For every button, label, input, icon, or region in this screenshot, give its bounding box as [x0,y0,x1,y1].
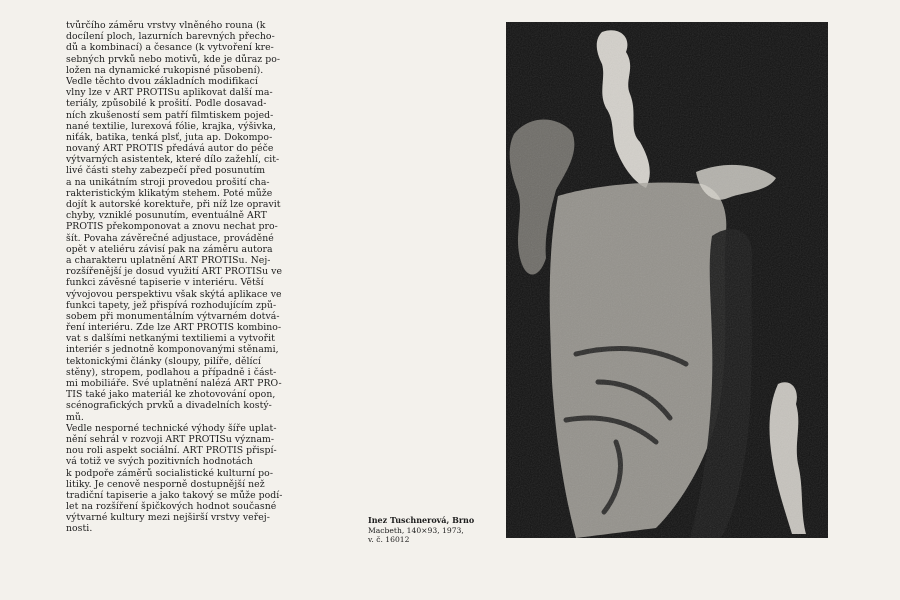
body-text-line: mi mobiliáře. Své uplatnění nalézá ART PRO- [66,378,282,389]
body-text-line: scénografických prvků a divadelních kostý- [66,400,272,412]
body-text-line: a na unikátním stroji provedou prošití cha- [66,176,270,188]
body-text-line: sobem při monumentálním výtvarném dotvá- [66,310,280,322]
body-text-line: nané textilie, lurexová fólie, krajka, výšivka, [66,120,276,132]
body-text-line: tektonickými články (sloupy, pilíře, dělící [66,355,261,367]
body-text-line: livé části stehy zabezpečí před posunutím [66,165,266,177]
body-text-line: interiér s jednotně komponovanými stěnami, [66,344,279,356]
body-text-line: dů a kombinací) a česance (k vytvoření kre- [66,42,274,54]
body-text-line: a charakteru uplatnění ART PROTISu. Nej- [66,254,271,266]
body-text-line: chyby, vzniklé posunutím, eventuálně ART [66,210,267,222]
body-text-line: teriály, způsobilé k prošití. Podle dosavad- [66,98,267,110]
body-text-line: stěny), stropem, podlahou a případně i část- [66,366,277,378]
body-text-line: nou roli aspekt sociální. ART PROTIS přispí- [66,445,277,457]
body-text-line: vývojovou perspektivu však skýtá aplikace ve [66,288,282,300]
body-text-line: ření interiéru. Zde lze ART PROTIS kombino- [66,322,282,334]
caption-author: Inez Tuschnerová, Brno [368,515,475,525]
body-text-line: Vedle těchto dvou základních modifikací [66,75,258,87]
body-text-line: PROTIS překomponovat a znovu nechat pro- [66,221,278,233]
artwork-photo [506,22,828,538]
body-text-line: k podpoře záměrů socialistické kulturní po- [66,467,274,479]
body-text-line: vá totiž ve svých pozitivních hodnotách [66,456,253,468]
body-text-line: novaný ART PROTIS předává autor do péče [66,143,274,155]
body-text-line: mů. [66,411,84,423]
body-text-line: rozšířenější je dosud využití ART PROTISu ve [66,266,283,278]
body-text-line: výtvarných asistentek, které dílo zažehlí, cit- [66,154,280,166]
body-text-line: docílení ploch, lazurních barevných přecho- [66,31,275,43]
body-text-line: nění sehrál v rozvoji ART PROTISu význam- [66,433,275,445]
body-text-line: tradiční tapiserie a jako takový se může podí- [66,489,283,501]
artwork-caption [368,516,494,545]
body-text-line: výtvarné kultury mezi nejširší vrstvy veřej- [66,512,270,524]
body-text-line: litiky. Je cenově nesporně dostupnější než [66,478,265,490]
body-text-line: vlny lze v ART PROTISu aplikovat další ma- [66,87,273,99]
body-text-column [66,20,290,535]
body-text-line: Vedle nesporné technické výhody šíře uplat- [66,422,277,434]
body-text-line: dojít k autorské korektuře, při níž lze opravit [66,199,281,210]
body-text-line: funkci závěsné tapiserie v interiéru. Větší [66,277,264,289]
body-text-line: let na rozšíření špičkových hodnot současné [66,501,277,513]
caption-inventory: v. č. 16012 [368,535,410,544]
textile-artwork-image [506,22,828,538]
body-text-line: šít. Povaha závěrečné adjustace, prováděné [66,232,274,244]
body-text-line: rakteristickým klikatým stehem. Poté může [66,187,273,199]
caption-details: Macbeth, 140×93, 1973, [368,525,464,535]
body-text-line: nosti. [66,523,93,535]
body-text-line: ložen na dynamické rukopisné působení). [66,64,264,76]
body-text-line: TIS také jako materiál ke zhotovování opon, [66,389,276,401]
body-text-line: ních zkušeností sem patří filmtiskem pojed- [66,109,274,121]
body-text-line: opět v ateliéru závisí pak na záměru autora [66,243,273,255]
body-text-line: funkci tapety, jež přispívá rozhodujícím způ- [66,299,277,311]
body-text-line: vat s dalšími netkanými textiliemi a vytvořit [66,333,275,345]
body-text-line: sebných prvků nebo motivů, kde je důraz po- [66,53,281,65]
body-text-line: tvůrčího záměru vrstvy vlněného rouna (k [66,20,266,31]
body-text-line: niťák, batika, tenká plsť, juta ap. Dokompo- [66,131,273,143]
